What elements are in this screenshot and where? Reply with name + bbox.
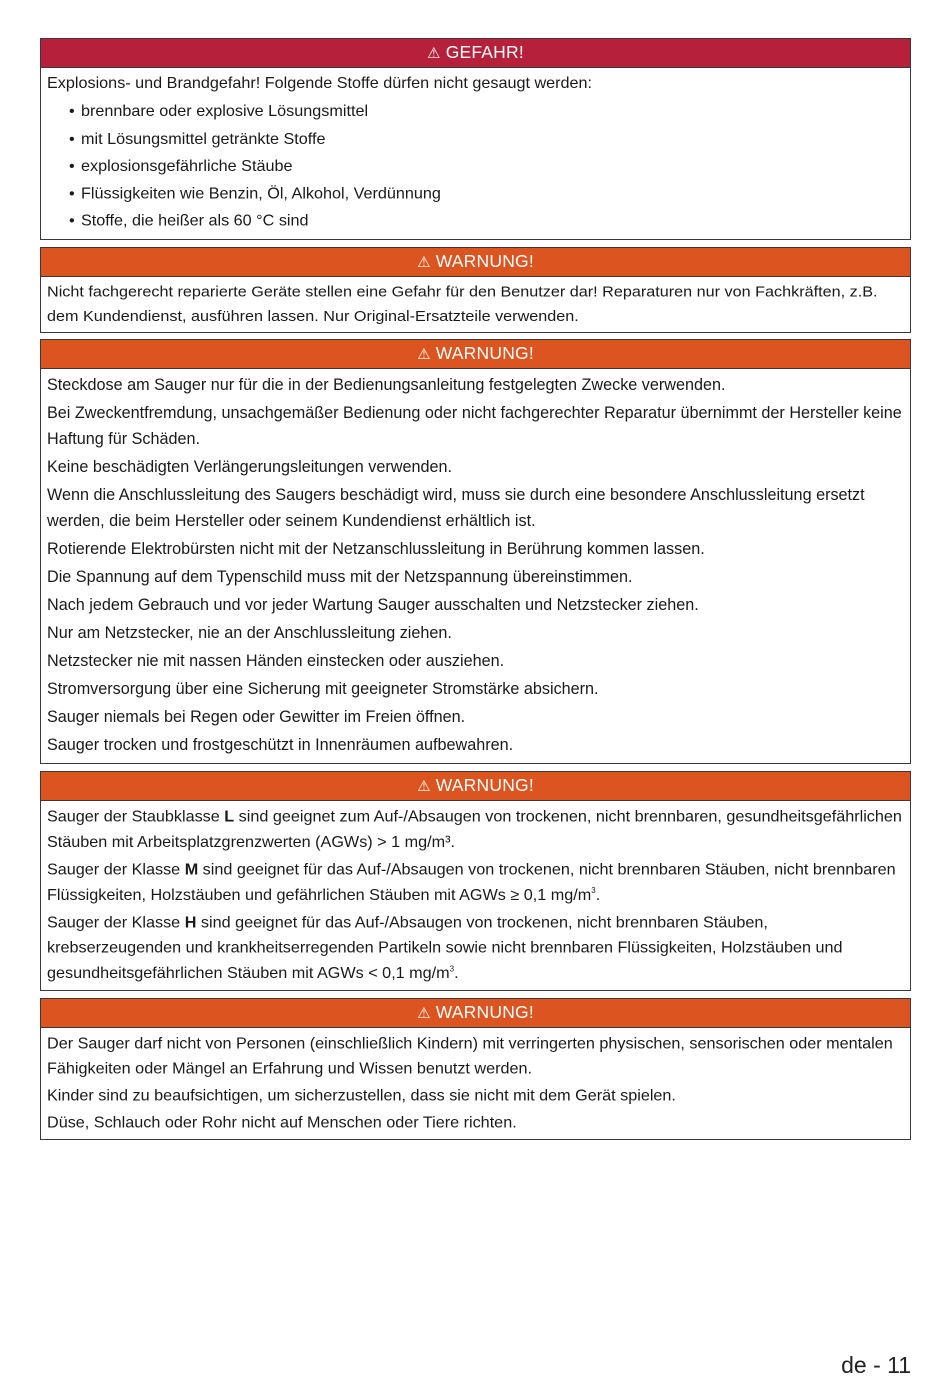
warning-header xyxy=(41,340,910,369)
dust-class-h-paragraph: Sauger der Klasse H sind geeignet für das Auf-/Absaugen von trockenen, nicht brennbaren Stäuben, krebserzeugenden und krankheitserregenden Partikeln sowie nicht brennbaren Flüssigkeiten, Holzstäuben und gesundheitsgefährlichen Stäuben mit AGWs < 0,1 $mg/m^3$. xyxy=(47,913,843,983)
warning-paragraph: Nur am Netzstecker, nie an der Anschlussleitung ziehen. xyxy=(47,624,452,642)
danger-intro: Explosions- und Brandgefahr! Folgende Stoffe dürfen nicht gesaugt werden: xyxy=(47,74,593,93)
warning-paragraph: Netzstecker nie mit nassen Händen einstecken oder ausziehen. xyxy=(47,652,505,670)
warning-box-dust-classes xyxy=(40,771,911,991)
danger-body xyxy=(41,68,910,239)
warning-body xyxy=(41,277,910,332)
danger-list xyxy=(47,98,902,235)
warning-title: WARNUNG! xyxy=(435,343,534,363)
warning-paragraph: Steckdose am Sauger nur für die in der Bedienungsanleitung festgelegten Zwecke verwenden. xyxy=(47,376,726,394)
dust-class-l: L xyxy=(224,807,235,826)
warning-paragraph: Sauger niemals bei Regen oder Gewitter im Freien öffnen. xyxy=(47,708,466,726)
warning-paragraph: Stromversorgung über eine Sicherung mit geeigneter Stromstärke absichern. xyxy=(47,680,599,698)
warning-triangle-icon: ⚠ xyxy=(417,346,431,363)
danger-box xyxy=(40,38,911,240)
warning-paragraph: Keine beschädigten Verlängerungsleitungen verwenden. xyxy=(47,458,452,476)
warning-paragraph: Sauger trocken und frostgeschützt in Innenräumen aufbewahren. xyxy=(47,736,514,754)
warning-body xyxy=(41,1028,910,1139)
warning-paragraph: Düse, Schlauch oder Rohr nicht auf Menschen oder Tiere richten. xyxy=(47,1113,517,1132)
warning-triangle-icon: ⚠ xyxy=(427,45,441,62)
warning-triangle-icon: ⚠ xyxy=(417,254,431,271)
list-item: • brennbare oder explosive Lösungsmittel xyxy=(69,98,902,125)
list-item: • mit Lösungsmittel getränkte Stoffe xyxy=(69,125,902,152)
warning-header xyxy=(41,772,910,801)
dust-class-m: M xyxy=(184,860,199,879)
danger-title: GEFAHR! xyxy=(445,42,524,62)
page-number: de - 11 xyxy=(841,1352,911,1378)
warning-box-electrical xyxy=(40,339,911,764)
dust-class-l-paragraph: Sauger der Staubklasse L sind geeignet zum Auf-/Absaugen von trockenen, nicht brennbaren, gesundheitsgefährlichen Stäuben mit Arbeitsplatzgrenzwerten (AGWs) > 1 mg/m³. xyxy=(47,807,902,851)
list-item: • Flüssigkeiten wie Benzin, Öl, Alkohol, Verdünnung xyxy=(69,180,902,207)
warning-title: WARNUNG! xyxy=(435,1002,534,1022)
dust-class-h: H xyxy=(184,913,197,932)
warning-paragraph: Kinder sind zu beaufsichtigen, um sicherzustellen, dass sie nicht mit dem Gerät spielen. xyxy=(47,1086,676,1105)
dust-class-m-paragraph: Sauger der Klasse M sind geeignet für das Auf-/Absaugen von trockenen, nicht brennbaren Stäuben, nicht brennbaren Flüssigkeiten, Holzstäuben und gefährlichen Stäuben mit AGWs ≥ 0,1 $mg/m^3$. xyxy=(47,860,896,904)
warning-box-repair xyxy=(40,247,911,333)
warning-header xyxy=(41,248,910,277)
warning-triangle-icon: ⚠ xyxy=(417,1005,431,1022)
warning-paragraph: Rotierende Elektrobürsten nicht mit der Netzanschlussleitung in Berührung kommen lassen. xyxy=(47,540,705,558)
warning-title: WARNUNG! xyxy=(435,251,534,271)
list-item: • Stoffe, die heißer als 60 °C sind xyxy=(69,207,902,234)
danger-header xyxy=(41,39,910,68)
warning-text: Nicht fachgerecht reparierte Geräte stellen eine Gefahr für den Benutzer dar! Reparaturen nur von Fachkräften, z.B. dem Kundendienst, ausführen lassen. Nur Original-Ersatzteile verwenden. xyxy=(47,283,878,325)
warning-paragraph: Wenn die Anschlussleitung des Saugers beschädigt wird, muss sie durch eine besondere Anschlussleitung ersetzt werden, die beim Hersteller oder seinem Kundendienst erhältlich ist. xyxy=(47,486,865,530)
warning-header xyxy=(41,999,910,1028)
warning-title: WARNUNG! xyxy=(435,775,534,795)
warning-paragraph: Nach jedem Gebrauch und vor jeder Wartung Sauger ausschalten und Netzstecker ziehen. xyxy=(47,596,699,614)
warning-paragraph: Die Spannung auf dem Typenschild muss mit der Netzspannung übereinstimmen. xyxy=(47,568,633,586)
warning-paragraph: Bei Zweckentfremdung, unsachgemäßer Bedienung oder nicht fachgerechter Reparatur übernimmt der Hersteller keine Haftung für Schäden. xyxy=(47,404,902,448)
warning-triangle-icon: ⚠ xyxy=(417,778,431,795)
warning-paragraph: Der Sauger darf nicht von Personen (einschließlich Kindern) mit verringerten physischen, sensorischen oder mentalen Fähigkeiten oder Mängel an Erfahrung und Wissen benutzt werden. xyxy=(47,1034,893,1078)
warning-body xyxy=(41,801,910,990)
warning-box-persons xyxy=(40,998,911,1140)
warning-body xyxy=(41,369,910,762)
list-item: • explosionsgefährliche Stäube xyxy=(69,153,902,180)
